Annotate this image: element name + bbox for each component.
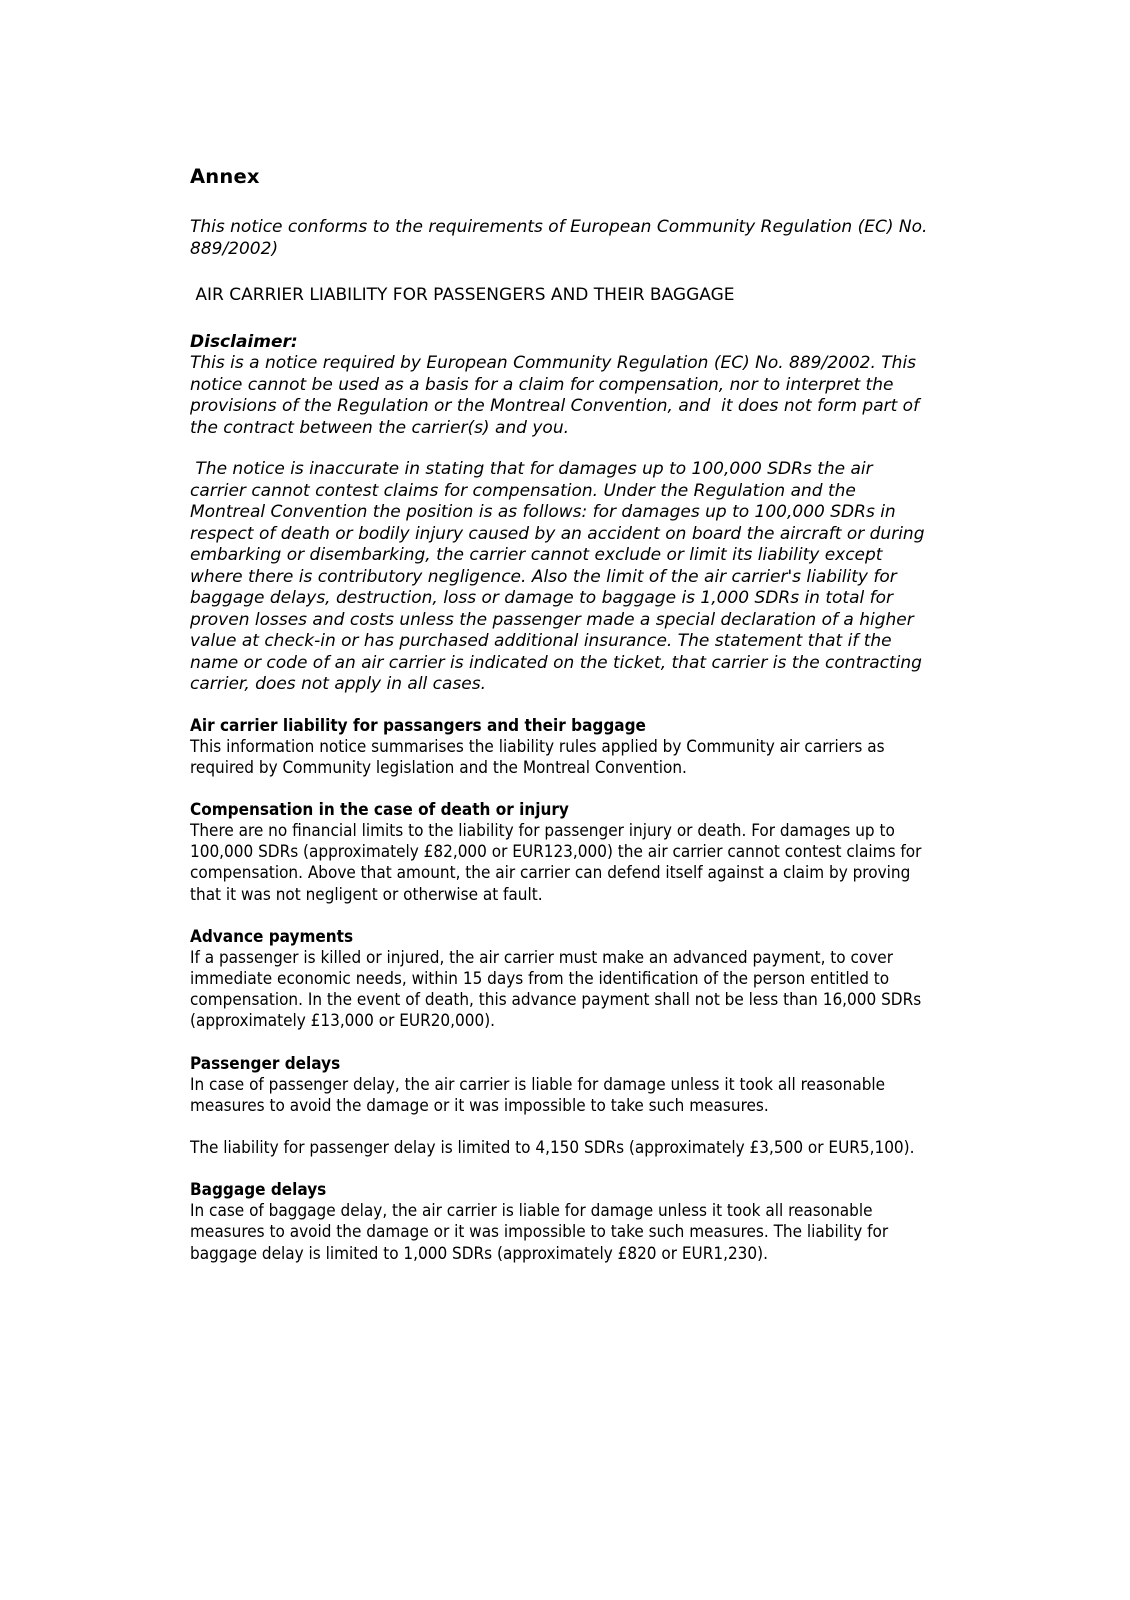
- page-title: Annex: [190, 165, 260, 188]
- section-paragraph: There are no financial limits to the liability for passenger injury or death. For damages up to 100,000 SDRs (approximately £82,000 or EUR123,000) the air carrier cannot contest claims for compensation. Above that amount, the air carrier can defend itself against a claim by proving that it was not negligent or otherwise at fault.: [190, 820, 927, 905]
- section-heading: Baggage delays: [190, 1180, 327, 1201]
- section-paragraph: This information notice summarises the liability rules applied by Community air carriers as required by Community legislation and the Montreal Convention.: [190, 736, 890, 778]
- spacer: [190, 696, 930, 716]
- notice-banner-heading: AIR CARRIER LIABILITY FOR PASSENGERS AND THEIR BAGGAGE: [190, 285, 735, 305]
- section-compensation-death-injury: [190, 800, 930, 906]
- section-paragraph: The liability for passenger delay is limited to 4,150 SDRs (approximately £3,500 or EUR5,100).: [190, 1137, 915, 1158]
- section-passenger-delays: [190, 1054, 930, 1160]
- spacer: [190, 439, 930, 459]
- section-heading: Compensation in the case of death or injury: [190, 799, 569, 820]
- document-body: [190, 165, 933, 1265]
- disclaimer-paragraph-2: The notice is inaccurate in stating that for damages up to 100,000 SDRs the air carrier cannot contest claims for compensation. Under the Regulation and the Montreal Convention the position is as follows: for damages up to 100,000 SDRs in respect of death or bodily injury caused by an accident on board the aircraft or during embarking or disembarking, the carrier cannot exclude or limit its liability except where there is contributory negligence. Also the limit of the air carrier's liability for baggage delays, destruction, loss or damage to baggage is 1,000 SDRs in total for proven losses and costs unless the passenger made a special declaration of a higher value at check-in or has purchased additional insurance. The statement that if the name or code of an air carrier is indicated on the ticket, that carrier is the contracting carrier, does not apply in all cases.: [190, 459, 930, 694]
- section-paragraph: In case of passenger delay, the air carrier is liable for damage unless it took all reasonable measures to avoid the damage or it was impossible to take such measures.: [190, 1074, 890, 1116]
- section-heading: Passenger delays: [190, 1053, 341, 1074]
- section-air-carrier-liability: [190, 716, 930, 779]
- disclaimer-heading: Disclaimer:: [190, 332, 298, 352]
- section-paragraph: If a passenger is killed or injured, the air carrier must make an advanced payment, to cover immediate economic needs, within 15 days from the identification of the person entitled to compensation. In the event of death, this advance payment shall not be less than 16,000 SDRs (approximately £13,000 or EUR20,000).: [190, 947, 927, 1032]
- disclaimer-paragraph-1: This is a notice required by European Community Regulation (EC) No. 889/2002. This notice cannot be used as a basis for a claim for compensation, nor to interpret the provisions of the Regulation or the Montreal Convention, and it does not form part of the contract between the carrier(s) and you.: [190, 353, 925, 438]
- section-advance-payments: [190, 927, 930, 1033]
- section-heading: Air carrier liability for passangers and their baggage: [190, 715, 646, 736]
- section-baggage-delays: [190, 1180, 930, 1265]
- regulation-conformity-statement: This notice conforms to the requirements of European Community Regulation (EC) No. 889/2002): [190, 217, 933, 259]
- section-paragraph: In case of baggage delay, the air carrier is liable for damage unless it took all reasonable measures to avoid the damage or it was impossible to take such measures. The liability for baggage delay is limited to 1,000 SDRs (approximately £820 or EUR1,230).: [190, 1201, 893, 1264]
- section-heading: Advance payments: [190, 926, 354, 947]
